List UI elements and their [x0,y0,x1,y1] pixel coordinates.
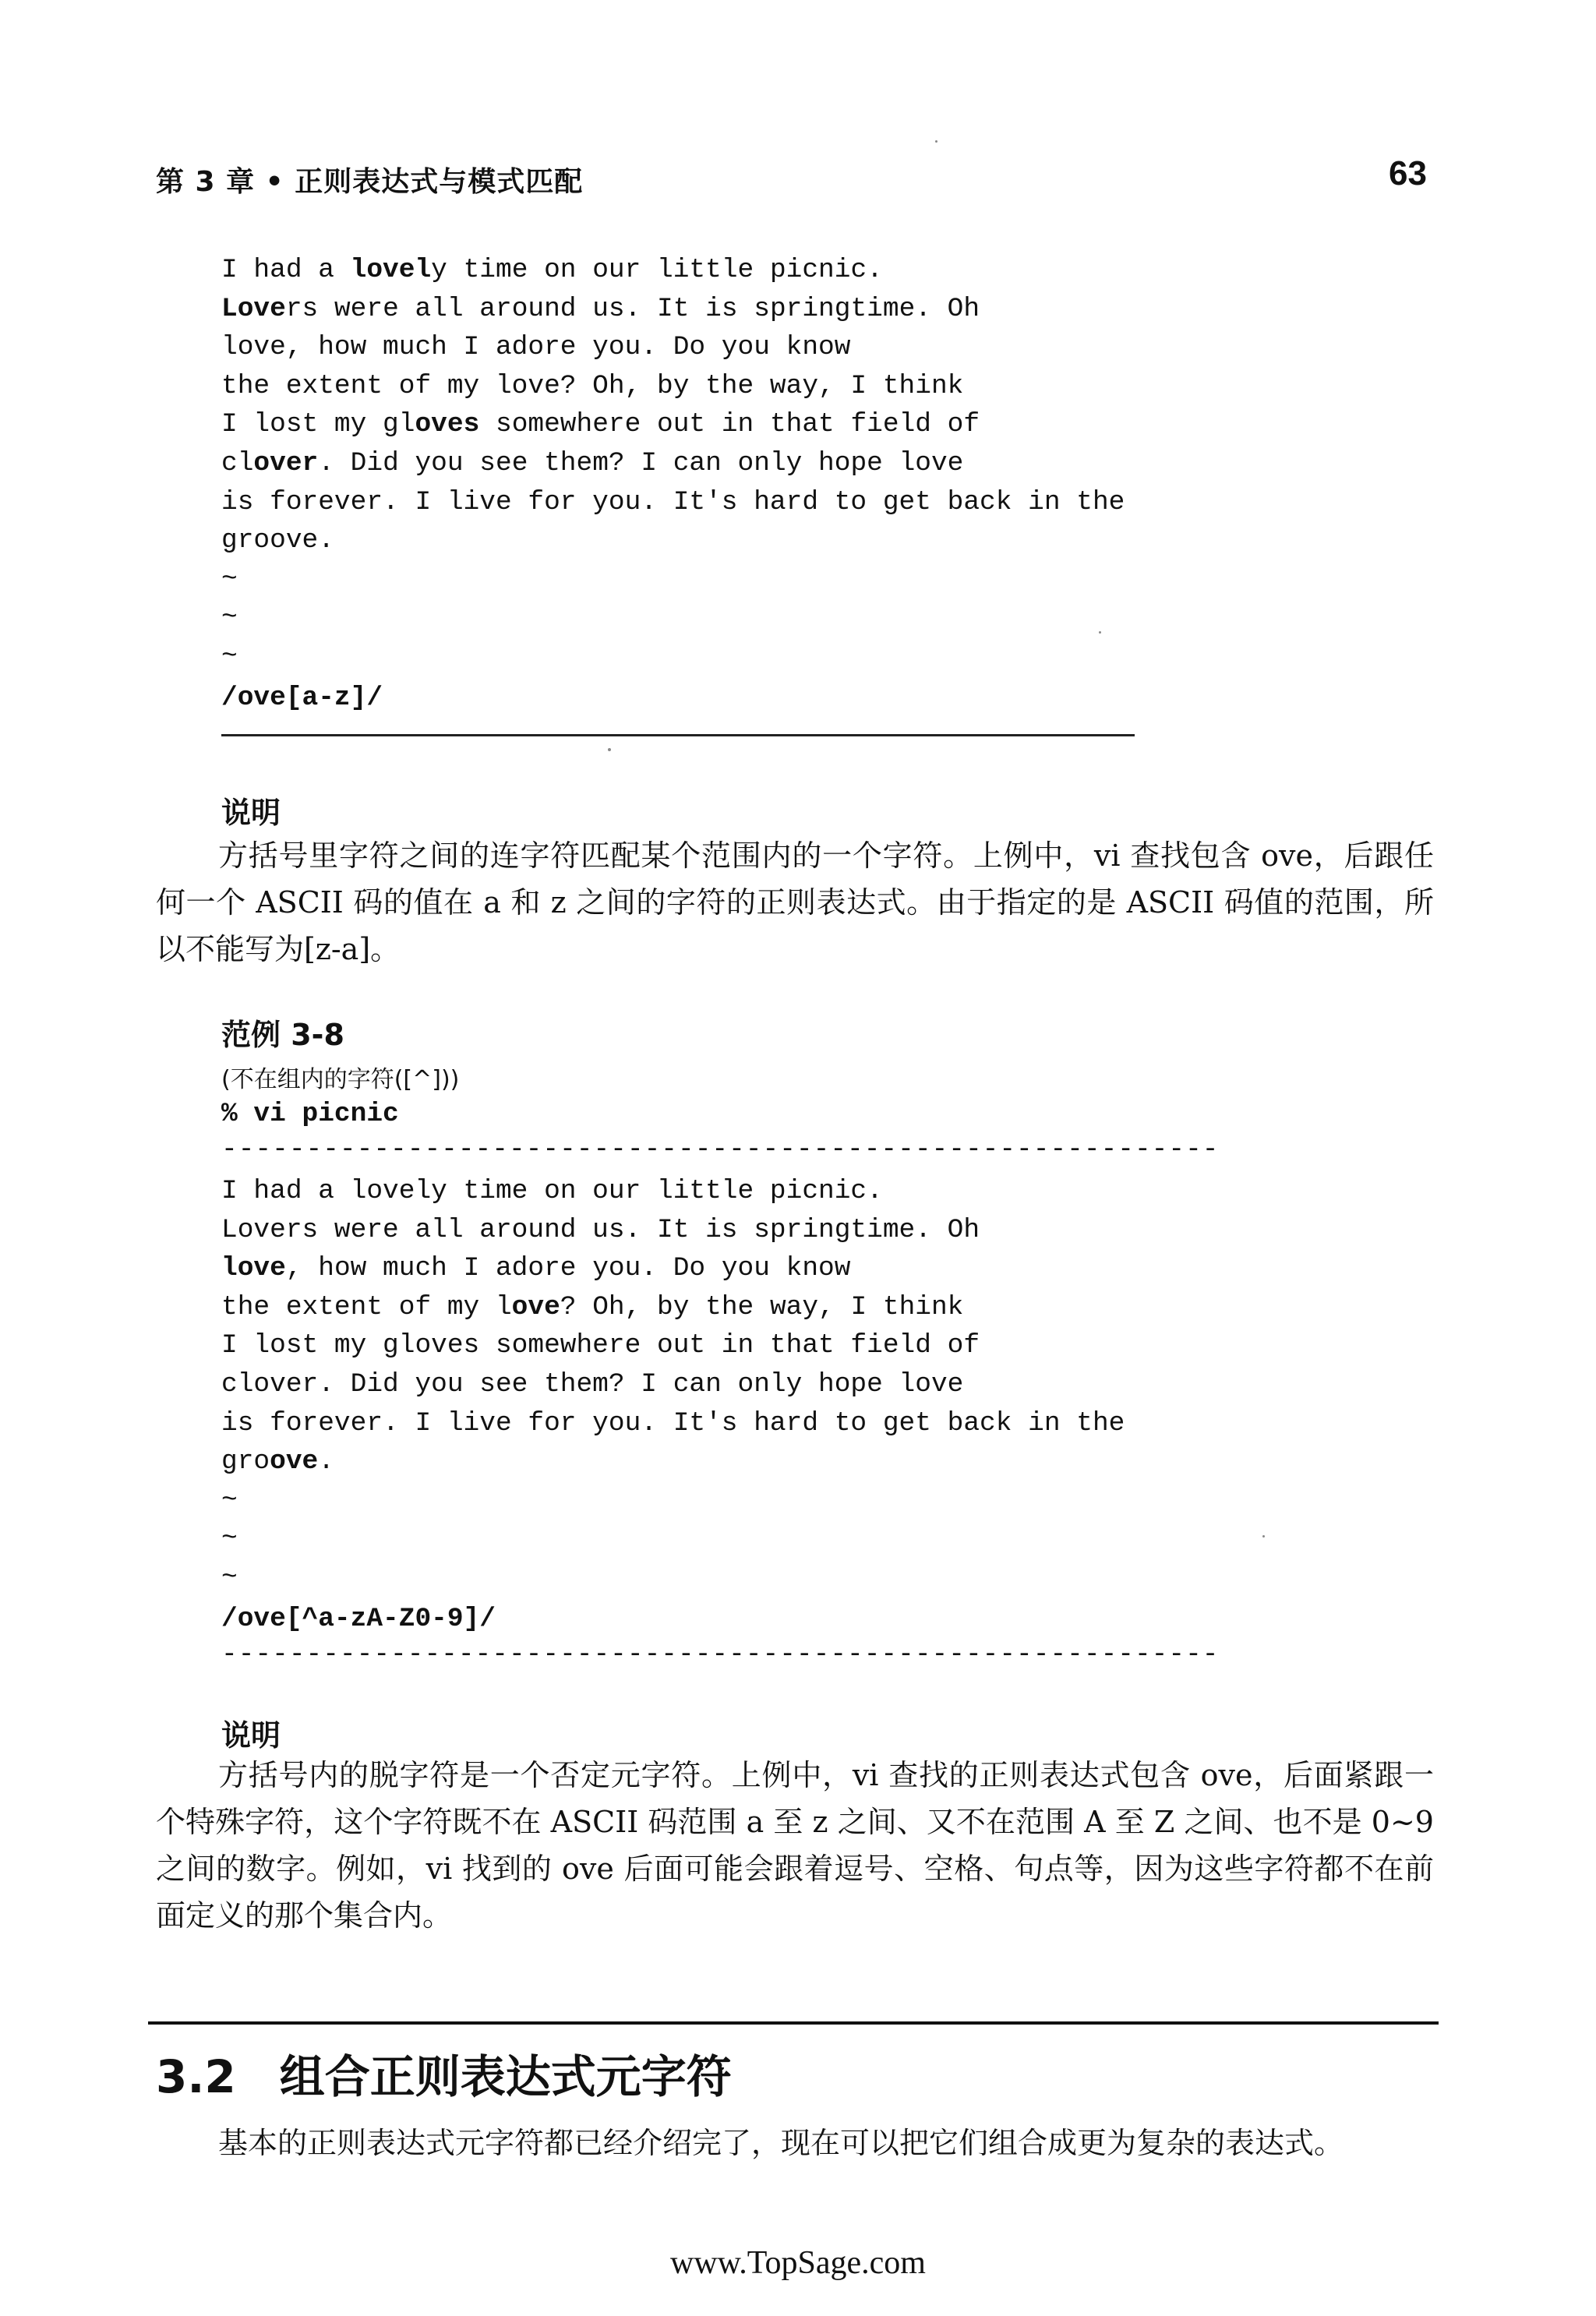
example2-search-command: /ove[^a-zA-Z0-9]/ [221,1604,496,1634]
scan-speck [1262,1535,1265,1538]
example2-bottom-dashes: ----------------------------------------------------------- [221,1640,1220,1670]
code-line: I lost my gloves somewhere out in that field of [221,1330,980,1361]
vi-empty-line-tilde: ~ [221,563,238,595]
section-title: 组合正则表达式元字符 [279,2050,732,2103]
code-line: groove. [221,1446,334,1478]
example1-search-command: /ove[a-z]/ [221,683,383,713]
example1-bottom-rule [221,734,1135,736]
code-line: the extent of my love? Oh, by the way, I think [221,370,964,401]
page-number: 63 [1389,154,1427,192]
section-heading [156,2040,732,2106]
match-highlight: oves [415,409,480,440]
scan-speck [608,748,611,751]
note1-paragraph: 方括号里字符之间的连字符匹配某个范围内的一个字符。上例中，vi 查找包含 ove，后跟任何一个 ASCII 码的值在 a 和 z 之间的字符的正则表达式。由于指定的是 ASCII 码值的范围，所以不能写为[z-a]。 [156,838,1434,966]
code-line: I lost my gloves somewhere out in that field of [221,409,980,440]
match-highlight: ove [511,1291,560,1322]
example2-top-dashes: ----------------------------------------------------------- [221,1135,1220,1165]
example2-code-block [221,1172,1125,1598]
vi-empty-line-tilde: ~ [221,1562,238,1593]
match-highlight: over [253,447,319,478]
code-line: is forever. I live for you. It's hard to get back in the [221,1407,1125,1439]
code-line: Lovers were all around us. It is springtime. Oh [221,1214,980,1245]
section-rule [148,2021,1439,2025]
code-line: clover. Did you see them? I can only hope love [221,447,964,478]
footer-url: www.TopSage.com [670,2245,926,2281]
code-line: clover. Did you see them? I can only hope love [221,1368,964,1400]
vi-empty-line-tilde: ~ [221,1485,238,1516]
scan-speck [935,140,937,143]
code-line: groove. [221,525,334,556]
code-line: love, how much I adore you. Do you know [221,332,851,363]
example2-title: 范例 3-8 [221,1018,344,1052]
vi-empty-line-tilde: ~ [221,1523,238,1555]
example2-subtitle: (不在组内的字符([^])) [221,1066,460,1093]
example2-shell-command: % vi picnic [221,1099,399,1129]
note1-title: 说明 [221,796,281,830]
note2-paragraph: 方括号内的脱字符是一个否定元字符。上例中，vi 查找的正则表达式包含 ove，后面紧跟一个特殊字符，这个字符既不在 ASCII 码范围 a 至 z 之间、又不在范围 A 至 Z 之间、也不是 0~9 之间的数字。例如，vi 找到的 ove 后面可能会跟着逗号、空格、句点等，因为这些字符都不在前面定义的那个集合内。 [156,1758,1434,1933]
vi-empty-line-tilde: ~ [221,641,238,672]
scan-speck [1099,631,1101,634]
code-line: I had a lovely time on our little picnic. [221,1176,883,1206]
code-line: I had a lovely time on our little picnic. [221,255,883,285]
vi-empty-line-tilde: ~ [221,602,238,634]
code-line: is forever. I live for you. It's hard to get back in the [221,486,1125,517]
code-line: the extent of my love? Oh, by the way, I think [221,1291,964,1322]
match-highlight: e [270,293,286,324]
code-line: Lovers were all around us. It is springtime. Oh [221,293,980,324]
note2-title: 说明 [221,1718,281,1753]
match-highlight: ove [270,1446,319,1478]
section-intro-paragraph: 基本的正则表达式元字符都已经介绍完了，现在可以把它们组合成更为复杂的表达式。 [218,2126,1344,2160]
match-highlight: Lov [221,293,270,324]
running-header-chapter: 第 3 章 • 正则表达式与模式匹配 [156,166,584,198]
match-highlight: lovel [350,255,432,285]
section-number: 3.2 [156,2050,236,2103]
example1-code-block [221,251,1125,676]
match-highlight: love [221,1253,286,1284]
code-line: love, how much I adore you. Do you know [221,1253,851,1284]
